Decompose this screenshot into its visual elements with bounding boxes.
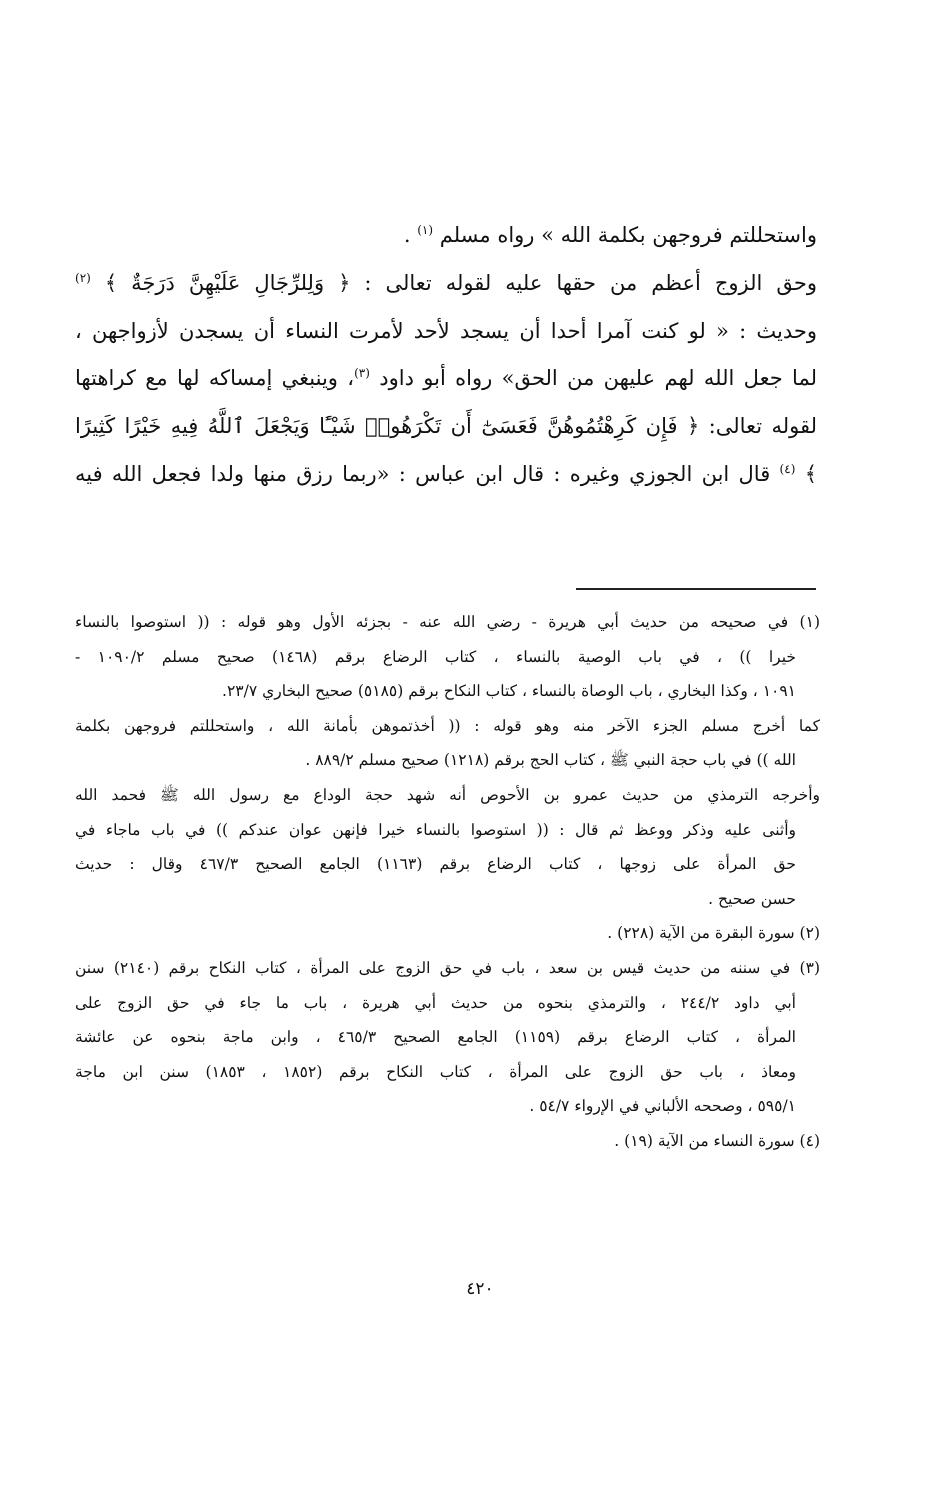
body-line-1: واستحللتم فروجهن بكلمة الله » رواه مسلم $^{(١)}$ . <box>403 223 817 247</box>
footnote-ref-3[interactable]: (٣) <box>354 366 370 381</box>
footnote-1-line-9: حسن صحيح . <box>708 889 796 908</box>
footnote-3-line-1: (٣) في سننه من حديث قيس بن سعد ، باب في حق الزوج على المرأة ، كتاب النكاح برقم (٢١٤٠) سنن <box>75 958 820 977</box>
body-line-6: ﴾ $^{(٤)}$ قال ابن الجوزي وغيره : قال ابن عباس : «ربما رزق منها ولدا فجعل الله فيه <box>75 461 817 486</box>
footnotes <box>75 605 820 1159</box>
page-number: ٤٢٠ <box>466 1279 494 1299</box>
footnote-3-line-5: ٥٩٥/١ ، وصححه الألباني في الإرواء ٥٤/٧ . <box>529 1097 796 1116</box>
footnote-1-line-2: خيرا )) ، في باب الوصية بالنساء ، كتاب الرضاع برقم (١٤٦٨) صحيح مسلم ١٠٩٠/٢ - <box>75 647 796 666</box>
body-line-2: وحق الزوج أعظم من حقها عليه لقوله تعالى : ﴿ وَلِلرِّجَالِ عَلَيْهِنَّ دَرَجَةٌ ﴾ $^{(٢)}$ <box>75 270 817 295</box>
footnote-3-line-2: أبي داود ٢٤٤/٢ ، والترمذي بنحوه من حديث أبي هريرة ، باب ما جاء في حق الزوج على <box>75 993 796 1012</box>
main-text <box>75 212 817 499</box>
body-line-5: لقوله تعالى: ﴿ فَإِن كَرِهْتُمُوهُنَّ فَعَسَىٰٓ أَن تَكْرَهُوا۟ شَيْـًٔا وَيَجْعَلَ ٱللَّهُ فِيهِ خَيْرًا كَثِيرًا <box>75 414 817 439</box>
footnote-ref-2[interactable]: (٢) <box>75 270 91 285</box>
footnote-ref-4[interactable]: (٤) <box>779 461 796 476</box>
footnote-ref-1[interactable]: (١) <box>417 223 434 237</box>
footnote-separator <box>576 588 816 590</box>
body-line-3: وحديث : « لو كنت آمرا أحدا أن يسجد لأحد لأمرت النساء أن يسجدن لأزواجهن ، <box>75 318 817 343</box>
footnote-4: (٤) سورة النساء من الآية (١٩) . <box>614 1131 820 1150</box>
footnote-1-line-8: حق المرأة على زوجها ، كتاب الرضاع برقم (١١٦٣) الجامع الصحيح ٤٦٧/٣ وقال : حديث <box>75 855 797 874</box>
footnote-2: (٢) سورة البقرة من الآية (٢٢٨) . <box>607 924 820 943</box>
footnote-1-line-1: (١) في صحيحه من حديث أبي هريرة - رضي الله عنه - بجزئه الأول وهو قوله : (( استوصوا بالنساء <box>75 613 820 631</box>
footnote-1-line-6: وأخرجه الترمذي من حديث عمرو بن الأحوص أنه شهد حجة الوداع مع رسول الله ﷺ فحمد الله <box>75 785 820 804</box>
footnote-1-line-7: وأثنى عليه وذكر ووعظ ثم قال : (( استوصوا بالنساء خيرا فإنهن عوان عندكم )) في باب ماجاء في <box>75 820 796 839</box>
footnote-3-line-3: المرأة ، كتاب الرضاع برقم (١١٥٩) الجامع الصحيح ٤٦٥/٣ ، وابن ماجة بنحوه عن عائشة <box>75 1028 796 1047</box>
footnote-1-line-5: الله )) في باب حجة النبي ﷺ ، كتاب الحج برقم (١٢١٨) صحيح مسلم ٨٨٩/٢ . <box>305 751 796 770</box>
footnote-3-line-4: ومعاذ ، باب حق الزوج على المرأة ، كتاب النكاح برقم (١٨٥٢ ، ١٨٥٣) سنن ابن ماجة <box>75 1062 796 1081</box>
footnote-1-line-3: ١٠٩١ ، وكذا البخاري ، باب الوصاة بالنساء ، كتاب النكاح برقم (٥١٨٥) صحيح البخاري ٢٣/٧. <box>222 682 796 701</box>
footnote-1-line-4: كما أخرج مسلم الجزء الآخر منه وهو قوله : (( أخذتموهن بأمانة الله ، واستحللتم فروجهن بكلمة <box>75 716 820 735</box>
body-line-4: لما جعل الله لهم عليهن من الحق» رواه أبو داود $^{(٣)}$، وينبغي إمساكه لها مع كراهتها <box>75 366 817 391</box>
